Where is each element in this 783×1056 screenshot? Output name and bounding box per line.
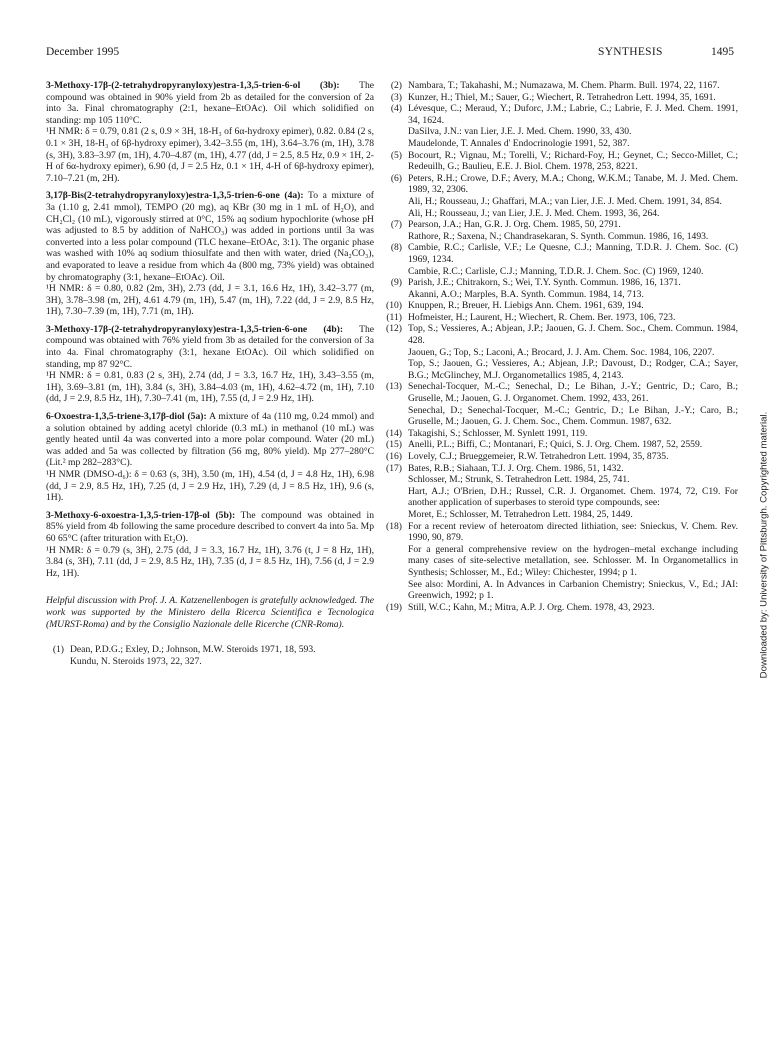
nmr-data: ¹H NMR (DMSO-d₆): δ = 0.63 (s, 3H), 3.50 (m, 1H), 4.54 (d, J = 4.8 Hz, 1H), 6.98 (dd, J = 2.9, 8.5 Hz, 1H), 7.25 (d, J = 2.9 Hz, 1H), 7.29 (d, J = 8.5 Hz, 1H), 9.6 (s, 1H). (46, 469, 374, 504)
left-column (46, 80, 374, 667)
compound-section (46, 80, 374, 184)
reference-item (384, 602, 738, 614)
reference-body (408, 521, 738, 602)
citation-line: For a general comprehensive review on the hydrogen–metal exchange including many cases of site-selective metallation, see. Schlosser. M. In Organometallics in Synthesis; Schlosser, M., Ed.; Wiley: Chichester, 1994; p 1. (408, 543, 738, 578)
citation-line: Jaouen, G.; Top, S.; Laconi, A.; Brocard, J. J. Am. Chem. Soc. 1984, 106, 2207. (408, 346, 715, 358)
procedure-text: A mixture of 4a (110 mg, 0.24 mmol) and a solution obtained by adding acetyl chloride (0.3 mL) in methanol (10 mL) was gently heated until 4a was converted into a more polar compound. Water (20 mL) was added and 5a was collected by filtration (56 mg, 80% yield). Mp 277–280°C (Lit.² mp 282–283°C). (46, 411, 374, 469)
citation-line: Cambie, R.C.; Carlisle, C.J.; Manning, T.D.R. J. Chem. Soc. (C) 1969, 1240. (408, 265, 704, 277)
reference-item (384, 439, 738, 451)
reference-body (408, 103, 738, 149)
reference-number: (9) (390, 277, 402, 289)
citation-line: Akanni, A.O.; Marples, B.A. Synth. Commun. 1984, 14, 713. (408, 288, 644, 300)
reference-body (408, 219, 738, 242)
section-paragraph (46, 80, 374, 126)
compound-title: 6-Oxoestra-1,3,5-triene-3,17β-diol (5a): (46, 411, 207, 423)
reference-item (384, 300, 738, 312)
side-note-text: Downloaded by: University of Pittsburgh. Copyrighted material. (758, 411, 770, 679)
reference-body (408, 381, 738, 427)
citation-line: Bocourt, R.; Vignau, M.; Torelli, V.; Richard-Foy, H.; Geynet, C.; Secco-Millet, C.; Redeuilh, G.; Baulieu, E.E. J. Biol. Chem. 1978, 253, 8221. (408, 149, 738, 173)
compound-title: 3-Methoxy-17β-(2-tetrahydropyranyloxy)estra-1,3,5-trien-6-ol (3b): (46, 80, 340, 91)
reference-body (408, 173, 738, 219)
compound-section (46, 190, 374, 318)
reference-number: (5) (390, 149, 402, 161)
citation-line: Takagishi, S.; Schlosser, M. Synlett 1991, 119. (408, 427, 588, 439)
reference-number: (13) (386, 381, 402, 393)
reference-body (408, 323, 738, 381)
compound-title: 3,17β-Bis(2-tetrahydropyranyloxy)estra-1,3,5-trien-6-one (4a): (46, 190, 304, 202)
citation-line: Nambara, T.; Takahashi, M.; Numazawa, M. Chem. Pharm. Bull. 1974, 22, 1167. (408, 80, 720, 91)
reference-body (408, 300, 738, 312)
compound-title: 3-Methoxy-17β-(2-tetrahydropyranyloxy)estra-1,3,5-trien-6-one (4b): (46, 323, 344, 335)
citation-line: Lovely, C.J.; Brueggemeier, R.W. Tetrahedron Lett. 1994, 35, 8735. (408, 451, 669, 462)
reference-number: (3) (390, 91, 402, 103)
experimental-sections (46, 80, 374, 579)
reference-list-right (384, 80, 738, 613)
reference-number: (10) (386, 300, 402, 312)
copyright-side-note (758, 380, 770, 710)
citation-line: Schlosser, M.; Strunk, S. Tetrahedron Lett. 1984, 25, 741. (408, 474, 630, 486)
reference-item (384, 173, 738, 219)
section-paragraph (46, 190, 374, 283)
right-column (384, 80, 738, 613)
citation-line: Senechal, D.; Senechal-Tocquer, M.-C.; Gentric, D.; Le Bihan, J.-Y.; Caro, B.; Gruselle, M.; Jaouen, G. J. Chem. Soc., Chem. Commun. 1987, 632. (408, 404, 738, 428)
nmr-data: ¹H NMR: δ = 0.80, 0.82 (2m, 3H), 2.73 (dd, J = 3.1, 16.6 Hz, 1H), 3.42–3.77 (m, 3H), 3.78–3.98 (m, 2H), 4.61 4.79 (m, 1H), 5.47 (m, 1H), 7.22 (dd, J = 2.9, 8.5 Hz, 1H), 7.30–7.39 (m, 1H), 7.71 (m, 1H). (46, 283, 374, 318)
reference-number: (14) (386, 427, 402, 439)
citation-line: Still, W.C.; Kahn, M.; Mitra, A.P. J. Org. Chem. 1978, 43, 2923. (408, 601, 655, 613)
section-paragraph (46, 510, 374, 545)
citation-line: Top, S.; Jaouen, G.; Vessieres, A.; Abjean, J.P.; Davoust, D.; Rodger, C.A.; Sayer, B.G.; McGlinchey, M.J. Organometallics 1985, 4, 2143. (408, 358, 738, 381)
issue-date: December 1995 (46, 46, 120, 58)
reference-number: (4) (390, 103, 402, 115)
reference-body (408, 92, 738, 104)
citation-line: Maudelonde, T. Annales d' Endocrinologie 1991, 52, 387. (408, 137, 630, 149)
reference-number: (7) (390, 219, 402, 231)
citation-line: Bates, R.B.; Siahaan, T.J. J. Org. Chem. 1986, 51, 1432. (408, 462, 624, 474)
reference-number: (19) (386, 601, 402, 613)
citation-line: Top, S.; Vessieres, A.; Abjean, J.P.; Jaouen, G. J. Chem. Soc., Chem. Commun. 1984, 428. (408, 323, 738, 347)
acknowledgment: Helpful discussion with Prof. J. A. Katzenellenbogen is gratefully acknowledged. The work was supported by the Ministero della Ricerca Scientifica e Tecnologica (MURST-Roma) and by the Consiglio Nazionale delle Ricerche (CNR-Roma). (46, 595, 374, 630)
citation-line: Kunzer, H.; Thiel, M.; Sauer, G.; Wiechert, R. Tetrahedron Lett. 1994, 35, 1691. (408, 91, 716, 103)
reference-body (408, 428, 738, 440)
reference-number: (8) (390, 242, 402, 254)
reference-item (384, 312, 738, 324)
citation-line: Parish, J.E.; Chitrakorn, S.; Wei, T.Y. Synth. Commun. 1986, 16, 1371. (408, 277, 681, 289)
reference-item (384, 428, 738, 440)
reference-number: (1) (52, 644, 64, 656)
reference-item (384, 381, 738, 427)
reference-number: (16) (386, 451, 402, 462)
citation-line: Ali, H.; Rousseau, J.; van Lier, J.E. J. Med. Chem. 1993, 36, 264. (408, 207, 660, 219)
citation-line: Rathore, R.; Saxena, N.; Chandrasekaran, S. Synth. Commun. 1986, 16, 1493. (408, 230, 709, 242)
reference-body (408, 150, 738, 173)
reference-body (408, 312, 738, 324)
citation-line: Hart, A.J.; O'Brien, D.H.; Russel, C.R. J. Organomet. Chem. 1974, 72, C19. For another application of superbases to steroid type compounds, see: (408, 485, 738, 509)
reference-list-left (46, 644, 374, 667)
procedure-text: To a mixture of 3a (1.10 g, 2.41 mmol), TEMPO (20 mg), aq KBr (30 mg in 1 mL of H₂O), and CH₂Cl₂ (10 mL), vigorously stirred at 0°C, 15% aq sodium hypochlorite (whose pH was adjusted to 8.5 by addition of NaHCO₃) was added in portions until 3a was converted into a less polar compound (TLC hexane–EtOAc, 3:1). The organic phase was washed with 10% aq sodium thiosulfate and then with water, dried (Na₂CO₃), and evaporated to leave a residue from which 4a (800 mg, 73% yield) was obtained by chromatography (3:1, hexane–EtOAc). Oil. (46, 190, 374, 283)
citation-line: Knuppen, R.; Breuer, H. Liebigs Ann. Chem. 1961, 639, 194. (408, 300, 644, 312)
reference-body (408, 439, 738, 451)
reference-item (384, 242, 738, 277)
citation-line: Kundu, N. Steroids 1973, 22, 327. (70, 655, 202, 667)
reference-item (384, 103, 738, 149)
page-header (46, 46, 734, 62)
reference-body (408, 463, 738, 521)
nmr-data: ¹H NMR: δ = 0.79, 0.81 (2 s, 0.9 × 3H, 18-H₃ of 6α-hydroxy epimer), 0.82. 0.84 (2 s, 0.1 × 3H, 18-H₃ of 6β-hydroxy epimer), 3.42–3.55 (m, 1H), 3.64–3.76 (m, 1H), 3.78 (s, 3H), 3.83–3.97 (m, 1H), 4.70–4.87 (m, 1H), 4.77 (dd, J = 2.5, 8.5 Hz, 0.9 × 1H, 2-H of 6α-hydroxy epimer), 6.90 (d, J = 2.5 Hz, 0.1 × 1H, 4-H of 6β-hydroxy epimer), 7.10–7.21 (m, 2H). (46, 126, 374, 184)
reference-item (384, 150, 738, 173)
citation-line: Pearson, J.A.; Han, G.R. J. Org. Chem. 1985, 50, 2791. (408, 219, 621, 231)
reference-item (384, 521, 738, 602)
procedure-text: The compound was obtained in 90% yield from 2b as detailed for the conversion of 2a into 3a. Final chromatography (2:1, hexane–EtOAc). Oil which solidified on standing: mp 105 110°C. (46, 80, 374, 126)
citation-line: See also: Mordini, A. In Advances in Carbanion Chemistry; Snieckus, V., Ed.; JAI: Greenwich, 1992; p 1. (408, 578, 738, 602)
reference-item (384, 277, 738, 300)
compound-section (46, 324, 374, 405)
compound-title: 3-Methoxy-6-oxoestra-1,3,5-trien-17β-ol (5b): (46, 509, 236, 521)
citation-line: DaSilva, J.N.: van Lier, J.E. J. Med. Chem. 1990, 33, 430. (408, 126, 632, 138)
reference-item (384, 219, 738, 242)
nmr-data: ¹H NMR: δ = 0.79 (s, 3H), 2.75 (dd, J = 3.3, 16.7 Hz, 1H), 3.76 (t, J = 8 Hz, 1H), 3.84 (s, 3H), 7.11 (dd, J = 2.9, 8.5 Hz, 1H), 7.35 (d, J = 8.5 Hz, 1H), 7.56 (d, J = 2.9 Hz, 1H). (46, 544, 374, 579)
reference-number: (6) (390, 172, 402, 184)
nmr-data: ¹H NMR: δ = 0.81, 0.83 (2 s, 3H), 2.74 (dd, J = 3.3, 16.7 Hz, 1H), 3.43–3.55 (m, 1H), 3.69–3.81 (m, 1H), 3.84 (s, 3H), 3.84–4.03 (m, 1H), 4.62–4.72 (m, 1H), 7.10 (dd, J = 2.9, 8.5 Hz, 1H), 7.30–7.41 (m, 1H), 7.55 (d, J = 2.9 Hz, 1H). (46, 370, 374, 405)
citation-line: Dean, P.D.G.; Exley, D.; Johnson, M.W. Steroids 1971, 18, 593. (70, 644, 316, 656)
reference-body (408, 602, 738, 614)
reference-item (384, 323, 738, 381)
reference-number: (15) (386, 439, 402, 451)
journal-name: SYNTHESIS (598, 46, 663, 58)
reference-number: (2) (390, 80, 402, 91)
reference-item (384, 80, 738, 92)
reference-number: (18) (386, 520, 402, 532)
page-number: 1495 (711, 46, 734, 58)
citation-line: Moret, E.; Schlosser, M. Tetrahedron Lett. 1984, 25, 1449. (408, 508, 633, 520)
citation-line: Hofmeister, H.; Laurent, H.; Wiechert, R. Chem. Ber. 1973, 106, 723. (408, 311, 676, 323)
section-paragraph (46, 324, 374, 370)
reference-body (408, 80, 738, 92)
reference-item (46, 644, 374, 667)
reference-body (408, 451, 738, 463)
reference-item (384, 451, 738, 463)
reference-number: (12) (386, 323, 402, 335)
reference-number: (11) (386, 311, 402, 323)
citation-line: For a recent review of heteroatom directed lithiation, see: Snieckus, V. Chem. Rev. 1990, 90, 879. (408, 520, 738, 544)
citation-line: Senechal-Tocquer, M.-C.; Senechal, D.; Le Bihan, J.-Y.; Gentric, D.; Caro, B.; Gruselle, M.; Jaouen, G. J. Organomet. Chem. 1992, 433, 261. (408, 381, 738, 405)
reference-body (408, 277, 738, 300)
citation-line: Peters, R.H.; Crowe, D.F.; Avery, M.A.; Chong, W.K.M.; Tanabe, M. J. Med. Chem. 1989, 32, 2306. (408, 172, 738, 196)
reference-number: (17) (386, 462, 402, 474)
citation-line: Anelli, P.L.; Biffi, C.; Montanari, F.; Quici, S. J. Org. Chem. 1987, 52, 2559. (408, 439, 703, 451)
compound-section (46, 510, 374, 580)
citation-line: Cambie, R.C.; Carlisle, V.F.; Le Quesne, C.J.; Manning, T.D.R. J. Chem. Soc. (C) 1969, 1234. (408, 242, 738, 265)
reference-item (384, 92, 738, 104)
compound-section (46, 411, 374, 504)
reference-body (70, 644, 374, 667)
citation-line: Ali, H.; Rousseau, J.; Ghaffari, M.A.; van Lier, J.E. J. Med. Chem. 1991, 34, 854. (408, 195, 722, 207)
citation-line: Lévesque, C.; Meraud, Y.; Duforc, J.M.; Labrie, C.; Labrie, F. J. Med. Chem. 1991, 34, 1624. (408, 103, 738, 126)
section-paragraph (46, 411, 374, 469)
procedure-text: The compound was obtained in 85% yield from 4b following the same procedure described to convert 4a into 5a. Mp 60 65°C (after trituration with Et₂O). (46, 509, 375, 544)
reference-body (408, 242, 738, 277)
reference-item (384, 463, 738, 521)
procedure-text: The compound was obtained with 76% yield from 3b as detailed for the conversion of 3a into 4a. Final chromatography (3:1, hexane EtOAc). Oil which solidified on standing, mp 87 92°C. (46, 323, 374, 370)
